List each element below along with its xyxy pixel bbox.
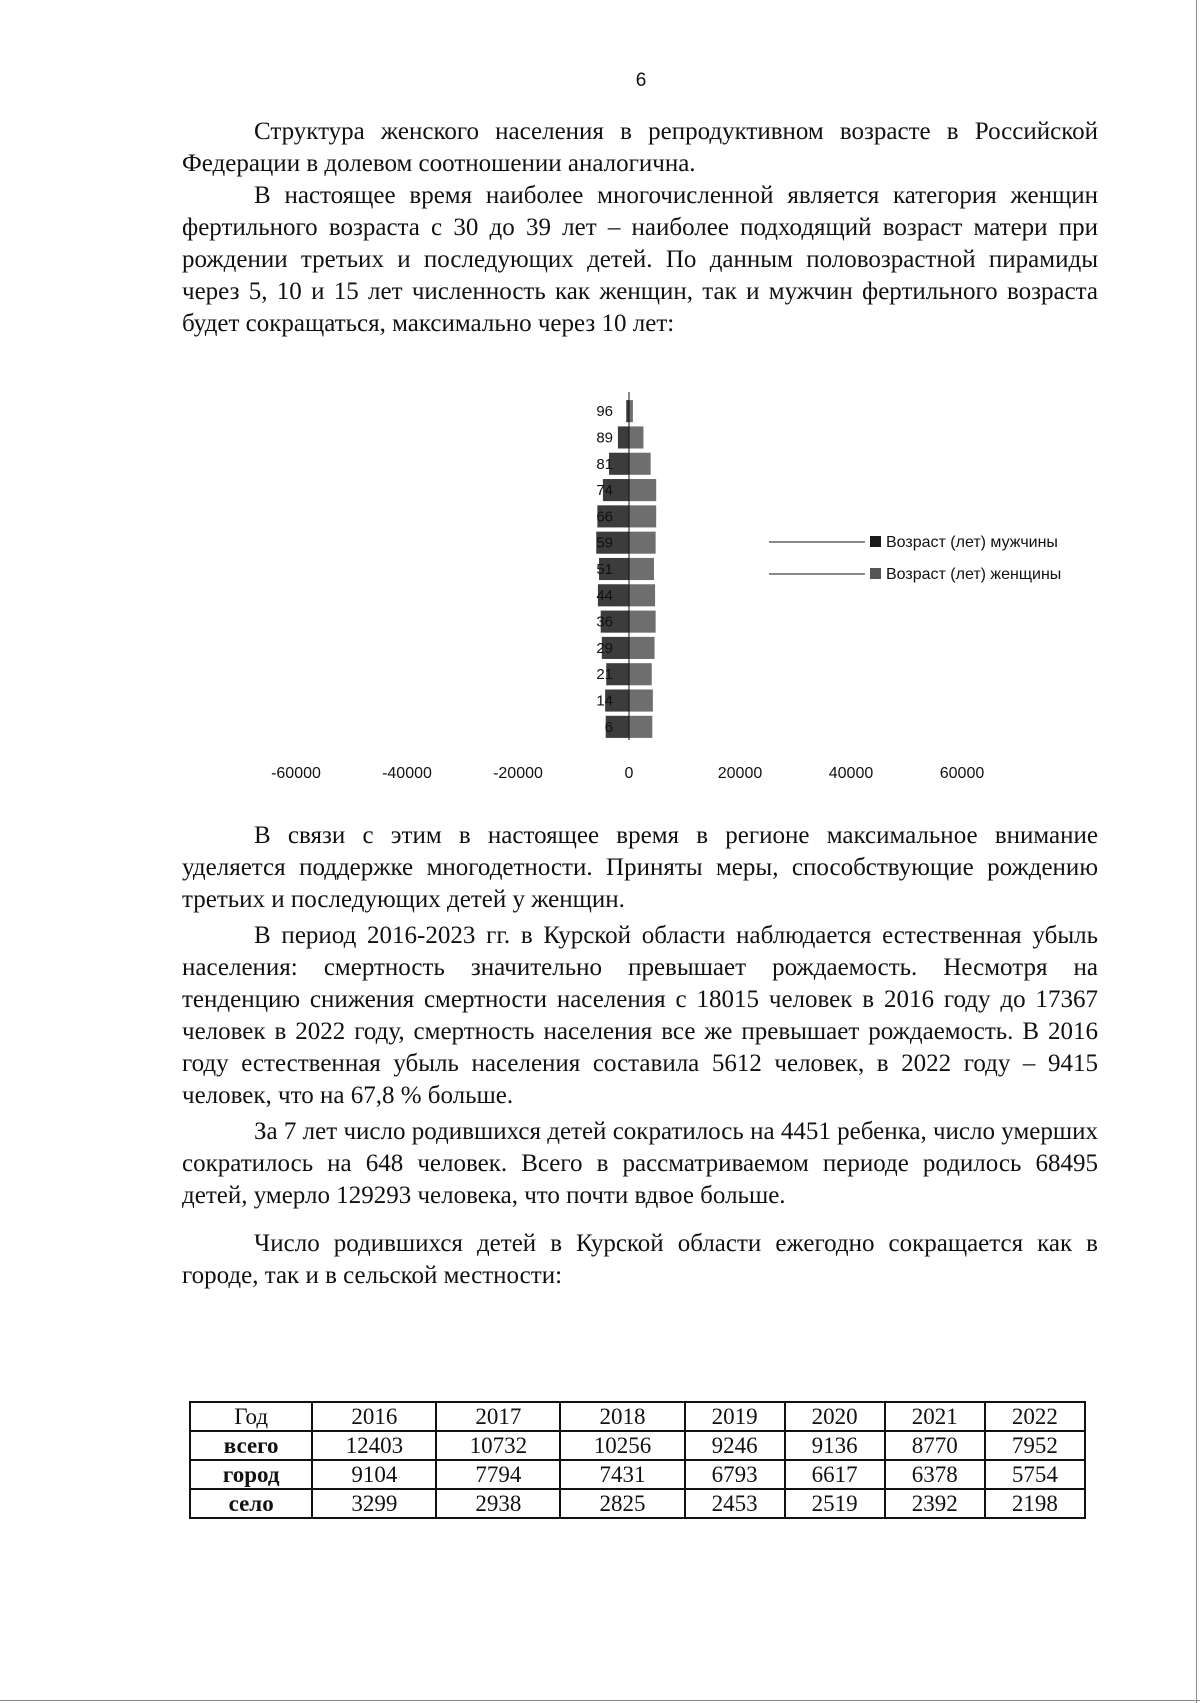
- table-row: [190, 1489, 1085, 1518]
- table-header-cell: 2022: [985, 1402, 1085, 1431]
- table-row: [190, 1431, 1085, 1460]
- table-cell: 2392: [885, 1489, 985, 1518]
- x-tick-label: -20000: [493, 765, 543, 782]
- table-cell: 2198: [985, 1489, 1085, 1518]
- paragraph: Число родившихся детей в Курской области ежегодно сокращается как в городе, так и в сельской местности:: [182, 1230, 1098, 1289]
- table-cell: 2825: [560, 1489, 684, 1518]
- age-tick-label: 81: [596, 455, 613, 473]
- table-cell: 7952: [985, 1431, 1085, 1460]
- paragraph: Структура женского населения в репродуктивном возрасте в Российской Федерации в долевом соотношении аналогична.: [182, 118, 1098, 177]
- table-cell: 2519: [785, 1489, 885, 1518]
- table-header-cell: 2016: [312, 1402, 436, 1431]
- table-row-label: город: [190, 1460, 312, 1489]
- table-cell: 8770: [885, 1431, 985, 1460]
- pyramid-bar: [629, 453, 651, 475]
- pyramid-bar: [629, 558, 654, 580]
- x-tick-label: 0: [624, 765, 634, 782]
- table-header-cell: 2017: [436, 1402, 560, 1431]
- table-header-cell: 2021: [885, 1402, 985, 1431]
- table-cell: 7431: [560, 1460, 684, 1489]
- pyramid-bar: [629, 479, 656, 501]
- table-cell: 12403: [312, 1431, 436, 1460]
- x-tick-label: -40000: [382, 765, 432, 782]
- legend-label: Возраст (лет) мужчины: [886, 534, 1058, 551]
- scan-edge-line: [0, 1700, 1200, 1701]
- age-tick-label: 36: [596, 613, 613, 631]
- pyramid-bar: [629, 611, 656, 633]
- pyramid-bar: [629, 426, 643, 448]
- x-tick-label: -60000: [271, 765, 321, 782]
- table-cell: 3299: [312, 1489, 436, 1518]
- scan-edge-line: [1196, 0, 1197, 1703]
- legend-swatch: [870, 536, 881, 547]
- table-cell: 10256: [560, 1431, 684, 1460]
- table-cell: 6793: [685, 1460, 785, 1489]
- table-cell: 2938: [436, 1489, 560, 1518]
- pyramid-bar: [629, 505, 656, 527]
- population-pyramid-chart: [240, 390, 1140, 790]
- pyramid-bar: [629, 637, 655, 659]
- table-cell: 9104: [312, 1460, 436, 1489]
- age-tick-label: 89: [596, 429, 613, 447]
- paragraph: В период 2016-2023 гг. в Курской области наблюдается естественная убыль населения: смертность значительно превышает рождаемость. Несмотря на тенденцию снижения смертности населения с 18015 человек в 2016 году до 17367 человек в 2022 году, смертность населения все же превышает рождаемость. В 2016 году естественная убыль населения составила 5612 человек, в 2022 году – 9415 человек, что на 67,8 % больше.: [182, 922, 1098, 1109]
- pyramid-bar: [629, 663, 652, 685]
- x-tick-label: 60000: [939, 765, 985, 782]
- table-header-row: [190, 1402, 1085, 1431]
- pyramid-bar: [629, 532, 656, 554]
- births-table: [189, 1401, 1086, 1519]
- table-cell: 6378: [885, 1460, 985, 1489]
- table-header-cell: 2018: [560, 1402, 684, 1431]
- pyramid-bar: [618, 426, 629, 448]
- age-tick-label: 96: [596, 403, 613, 421]
- pyramid-bar: [629, 400, 633, 422]
- page-number: 6: [635, 70, 647, 91]
- table-cell: 6617: [785, 1460, 885, 1489]
- age-tick-label: 59: [596, 534, 613, 552]
- age-tick-label: 14: [596, 692, 613, 710]
- table-cell: 9246: [685, 1431, 785, 1460]
- pyramid-bar: [629, 689, 653, 711]
- age-tick-label: 66: [596, 508, 613, 526]
- paragraph: За 7 лет число родившихся детей сократилось на 4451 ребенка, число умерших сократилось на 648 человек. Всего в рассматриваемом периоде родилось 68495 детей, умерло 129293 человека, что почти вдвое больше.: [182, 1118, 1098, 1209]
- age-tick-label: 6: [604, 718, 613, 736]
- paragraph: В настоящее время наиболее многочисленной является категория женщин фертильного возраста с 30 до 39 лет – наиболее подходящий возраст матери при рождении третьих и последующих детей. По данным половозрастной пирамиды через 5, 10 и 15 лет численность как женщин, так и мужчин фертильного возраста будет сокращаться, максимально через 10 лет:: [182, 182, 1098, 337]
- paragraph: В связи с этим в настоящее время в регионе максимальное внимание уделяется поддержке многодетности. Приняты меры, способствующие рождению третьих и последующих детей у женщин.: [182, 822, 1098, 913]
- table-row-label: село: [190, 1489, 312, 1518]
- table-cell: 10732: [436, 1431, 560, 1460]
- table-cell: 7794: [436, 1460, 560, 1489]
- table-cell: 2453: [685, 1489, 785, 1518]
- x-tick-label: 20000: [717, 765, 763, 782]
- table-row: [190, 1460, 1085, 1489]
- legend-label: Возраст (лет) женщины: [886, 566, 1062, 583]
- age-tick-label: 74: [596, 482, 613, 500]
- table-header-cell: 2019: [685, 1402, 785, 1431]
- table-header-cell: 2020: [785, 1402, 885, 1431]
- table-header-cell: Год: [190, 1402, 312, 1431]
- intro-text: [182, 116, 1098, 340]
- pyramid-bar: [629, 716, 652, 738]
- x-tick-label: 40000: [828, 765, 874, 782]
- age-tick-label: 44: [596, 587, 613, 605]
- table-cell: 5754: [985, 1460, 1085, 1489]
- age-tick-label: 29: [596, 639, 613, 657]
- age-tick-label: 51: [596, 561, 613, 578]
- table-cell: 9136: [785, 1431, 885, 1460]
- table-row-label: всего: [190, 1431, 312, 1460]
- pyramid-bar: [629, 584, 655, 606]
- body-text: [182, 820, 1098, 1296]
- pyramid-svg: [240, 390, 1140, 790]
- legend-swatch: [870, 568, 881, 579]
- age-tick-label: 21: [596, 666, 613, 684]
